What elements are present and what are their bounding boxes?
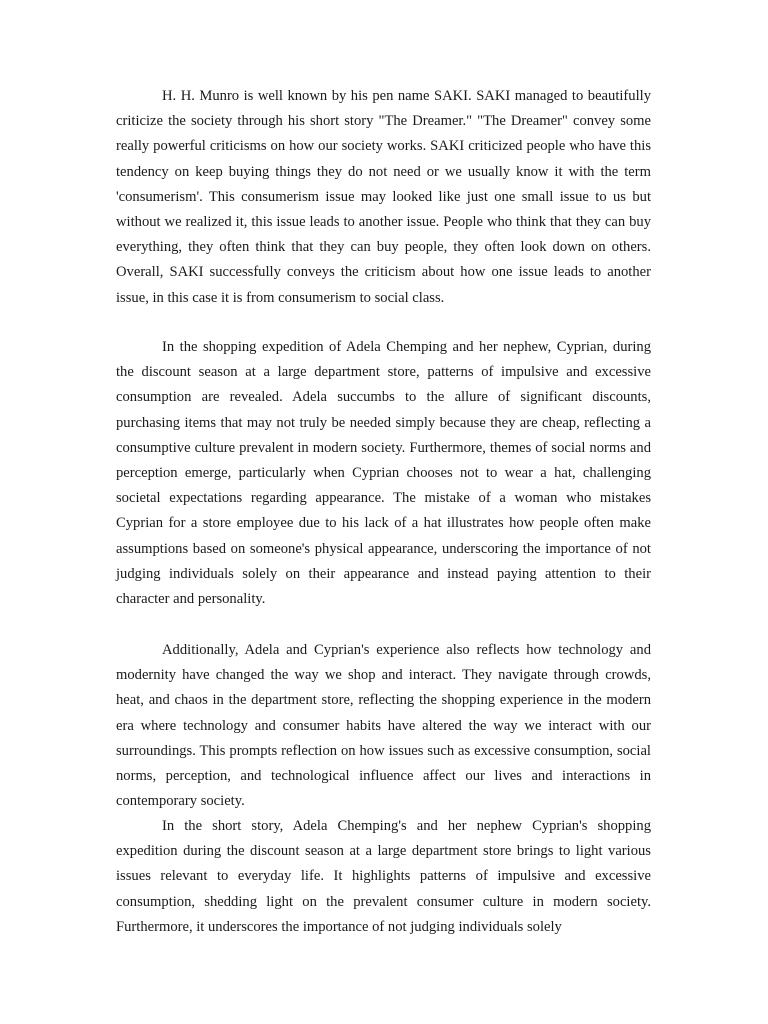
paragraph-3: Additionally, Adela and Cyprian's experience also reflects how technology and modernity have changed the way we shop and interact. They navigate through crowds, heat, and chaos in the department store, reflecting the shopping experience in the modern era where technology and consumer habits have altered the way we interact with our surroundings. This prompts reflection on how issues such as excessive consumption, social norms, perception, and technological influence affect our lives and interactions in contemporary society. xyxy=(116,642,651,810)
paragraph-4-block xyxy=(116,814,651,940)
paragraph-2: In the shopping expedition of Adela Chemping and her nephew, Cyprian, during the discount season at a large department store, patterns of impulsive and excessive consumption are revealed. Adela succumbs to the allure of significant discounts, purchasing items that may not truly be needed simply because they are cheap, reflecting a consumptive culture prevalent in modern society. Furthermore, themes of social norms and perception emerge, particularly when Cyprian chooses not to wear a hat, challenging societal expectations regarding appearance. The mistake of a woman who mistakes Cyprian for a store employee due to his lack of a hat illustrates how people often make assumptions based on someone's physical appearance, underscoring the importance of not judging individuals solely on their appearance and instead paying attention to their character and personality. xyxy=(116,339,651,608)
paragraph-2-block xyxy=(116,335,651,612)
paragraph-1-block xyxy=(116,84,651,311)
paragraph-4: In the short story, Adela Chemping's and her nephew Cyprian's shopping expedition during the discount season at a large department store brings to light various issues relevant to everyday life. It highlights patterns of impulsive and excessive consumption, shedding light on the prevalent consumer culture in modern society. Furthermore, it underscores the importance of not judging individuals solely xyxy=(116,818,651,935)
paragraph-1: H. H. Munro is well known by his pen name SAKI. SAKI managed to beautifully criticize the society through his short story "The Dreamer." "The Dreamer" convey some really powerful criticisms on how our society works. SAKI criticized people who have this tendency on keep buying things they do not need or we usually know it with the term 'consumerism'. This consumerism issue may looked like just one small issue to us but without we realized it, this issue leads to another issue. People who think that they can buy everything, they often think that they can buy people, they often look down on others. Overall, SAKI successfully conveys the criticism about how one issue leads to another issue, in this case it is from consumerism to social class. xyxy=(116,88,651,306)
paragraph-3-block xyxy=(116,638,651,814)
